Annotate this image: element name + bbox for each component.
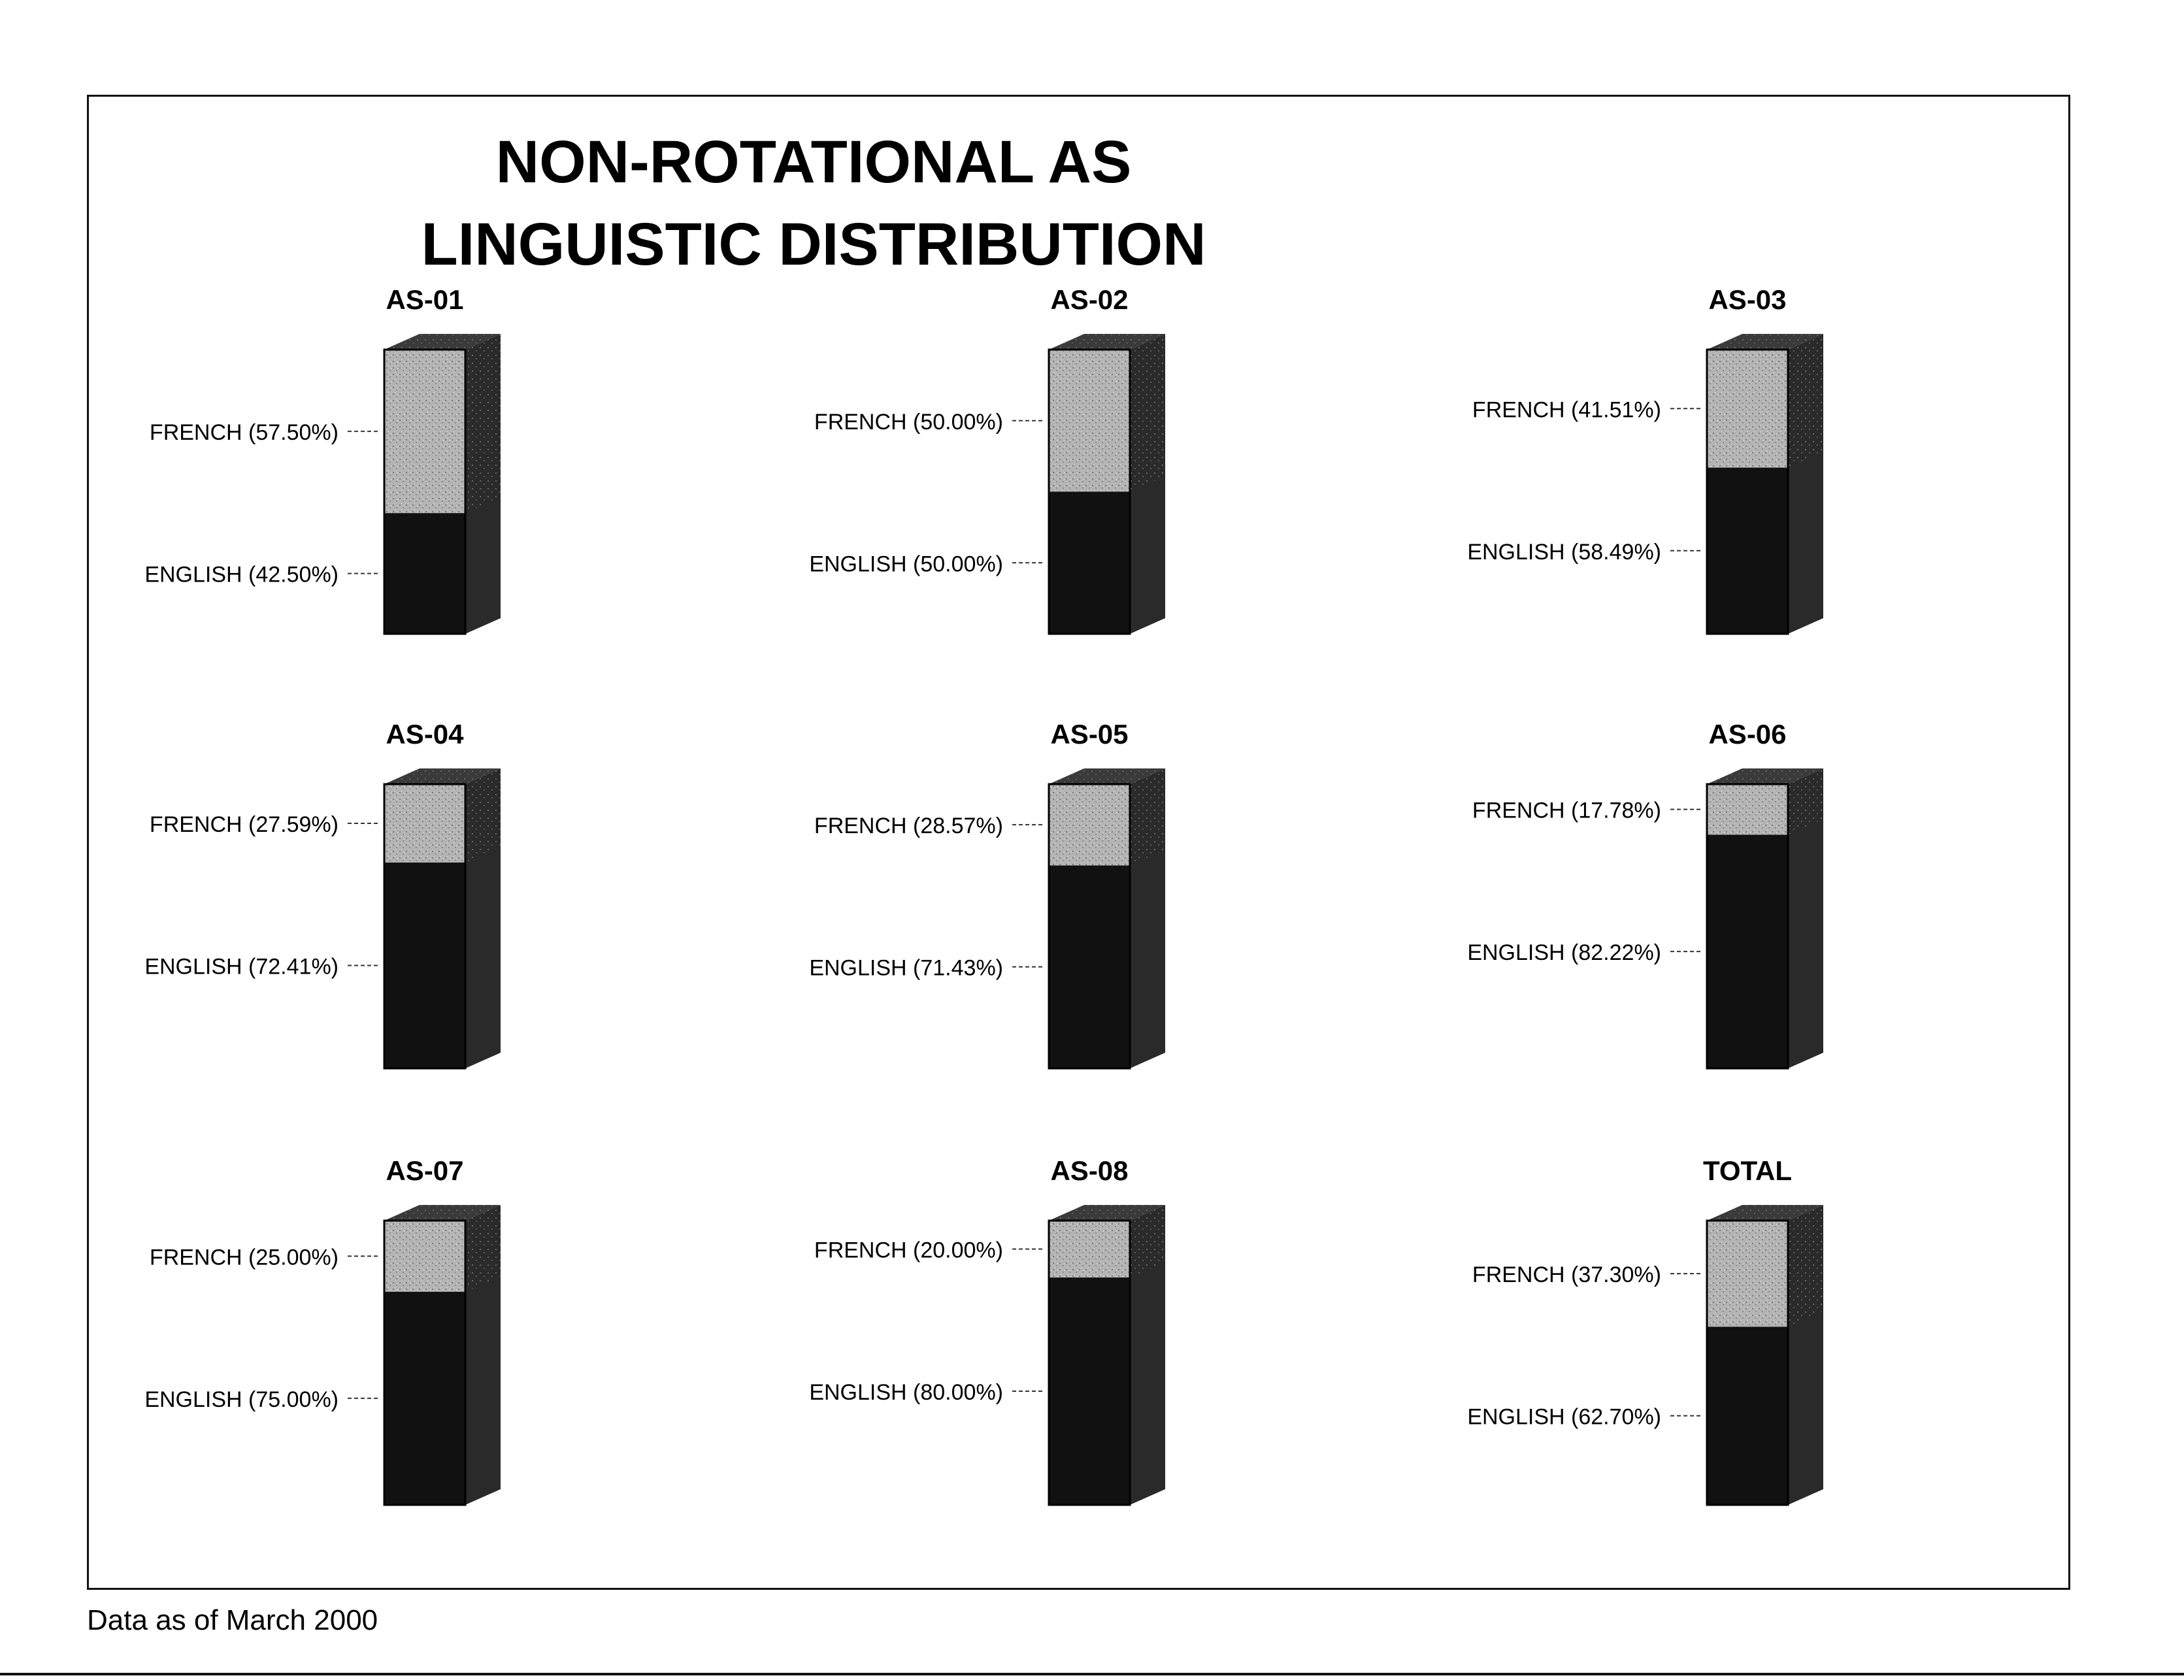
bar-english-segment: [384, 1292, 465, 1505]
french-label: FRENCH (50.00%): [814, 409, 1003, 435]
english-label: ENGLISH (42.50%): [144, 562, 339, 587]
french-label: FRENCH (20.00%): [814, 1238, 1003, 1263]
category-label: AS-06: [1708, 719, 1787, 749]
bar-french-texture: [1049, 350, 1130, 492]
bar-group-as-03: [1467, 284, 1823, 634]
bar-side-texture: [1130, 768, 1165, 865]
english-label: ENGLISH (71.43%): [809, 955, 1003, 981]
bar-french-texture: [1049, 784, 1130, 865]
bar-group-as-01: [144, 284, 501, 634]
english-label: ENGLISH (80.00%): [809, 1380, 1003, 1405]
bar-english-segment: [384, 863, 465, 1068]
bar-group-as-07: [144, 1155, 501, 1505]
category-label: TOTAL: [1702, 1155, 1793, 1186]
bar-english-segment: [1049, 1277, 1130, 1505]
french-label: FRENCH (27.59%): [149, 812, 339, 838]
category-label: AS-02: [1050, 284, 1129, 315]
french-label: FRENCH (17.78%): [1472, 798, 1661, 823]
french-label: FRENCH (28.57%): [814, 814, 1003, 839]
bar-french-texture: [1049, 1221, 1130, 1277]
bar-group-as-05: [809, 719, 1165, 1068]
chart-title-line-2: LINGUISTIC DISTRIBUTION: [421, 211, 1206, 278]
bar-english-segment: [1049, 492, 1130, 634]
bar-french-texture: [384, 1221, 465, 1292]
english-label: ENGLISH (58.49%): [1467, 539, 1661, 565]
french-label: FRENCH (41.51%): [1472, 397, 1661, 423]
bar-french-texture: [1707, 1221, 1788, 1326]
bar-side-texture: [1788, 334, 1823, 468]
bar-group-as-02: [809, 284, 1165, 634]
bar-english-segment: [1049, 865, 1130, 1068]
bar-side-texture: [1130, 334, 1165, 492]
english-label: ENGLISH (75.00%): [144, 1387, 339, 1412]
bar-english-segment: [1707, 468, 1788, 634]
bar-french-texture: [384, 784, 465, 863]
bar-side-texture: [465, 334, 501, 513]
category-label: AS-07: [386, 1155, 464, 1186]
bar-french-texture: [1707, 784, 1788, 834]
bar-group-as-06: [1467, 719, 1823, 1068]
french-label: FRENCH (57.50%): [149, 420, 339, 446]
english-label: ENGLISH (62.70%): [1467, 1404, 1661, 1430]
bar-group-as-04: [144, 719, 501, 1068]
category-label: AS-05: [1050, 719, 1129, 749]
footnote: Data as of March 2000: [87, 1604, 378, 1636]
bar-english-segment: [1707, 1326, 1788, 1505]
french-label: FRENCH (25.00%): [149, 1245, 339, 1270]
english-label: ENGLISH (82.22%): [1467, 940, 1661, 966]
bottom-rule: [0, 1673, 2184, 1675]
category-label: AS-04: [386, 719, 464, 749]
english-label: ENGLISH (72.41%): [144, 954, 339, 980]
bar-side-texture: [1788, 1205, 1823, 1326]
bar-english-segment: [384, 513, 465, 634]
bar-side-texture: [465, 768, 501, 863]
bar-french-texture: [1707, 350, 1788, 468]
bar-english-segment: [1707, 834, 1788, 1068]
category-label: AS-01: [386, 284, 464, 315]
bar-french-texture: [384, 350, 465, 513]
category-label: AS-08: [1050, 1155, 1129, 1186]
bar-group-as-08: [809, 1155, 1165, 1505]
bar-group-total: [1467, 1155, 1823, 1505]
english-label: ENGLISH (50.00%): [809, 552, 1003, 577]
category-label: AS-03: [1708, 284, 1787, 315]
french-label: FRENCH (37.30%): [1472, 1262, 1661, 1288]
chart-title-line-1: NON-ROTATIONAL AS: [495, 129, 1132, 195]
